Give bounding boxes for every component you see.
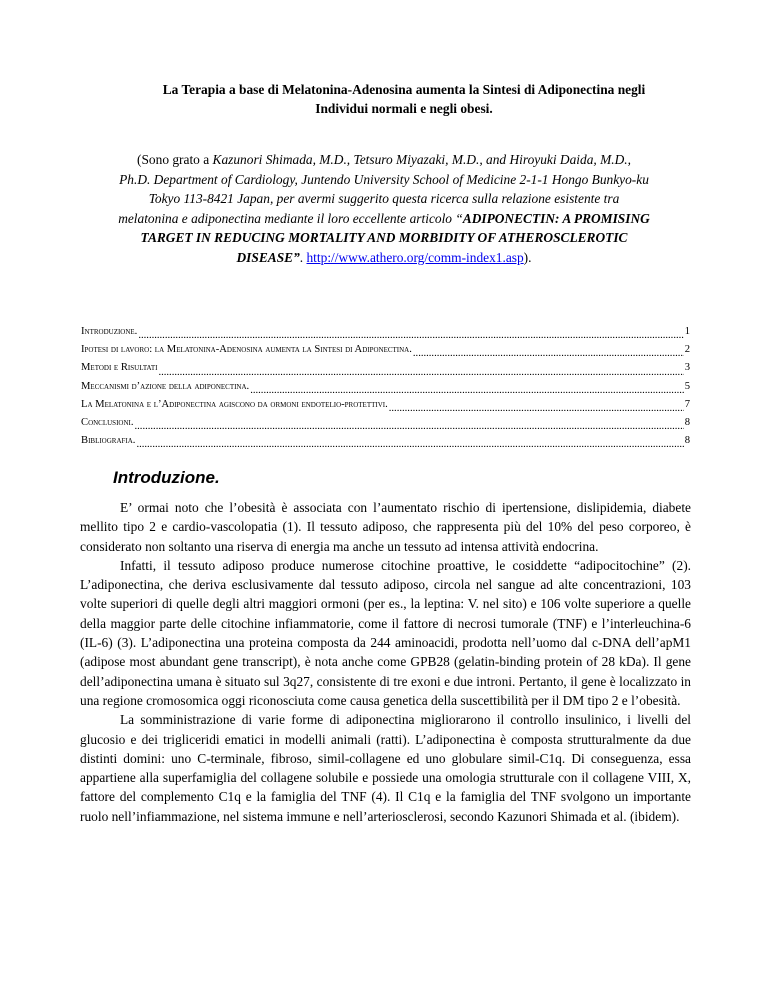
paragraph: E’ ormai noto che l’obesità è associata con l’aumentato rischio di ipertensione, dislipidemia, diabete mellito tipo 2 e cardio-vascolopatia (1). Il tessuto adiposo, che rappresenta più del 10% del peso corporeo, è considerato non soltanto una riserva di energia ma anche un tessuto ad intensa attività endocrina. xyxy=(80,500,691,554)
document-title xyxy=(60,80,748,118)
paragraph: Infatti, il tessuto adiposo produce numerose citochine proattive, le cosiddette “adipocitochine” (2). L’adiponectina, che deriva esclusivamente dal tessuto adiposo, circola nel sangue ad alte concentrazioni, 103 volte superiori di quelle degli altri maggiori ormoni (per es., la leptina: V. nel sito) e 106 volte superiore a quelle della maggior parte delle citochine infiammatorie, come il fattore di necrosi tumorale (TNF) e l’interleuchina-6 (IL-6) (3). L’adiponectina una proteina composta da 244 aminoacidi, prodotta nell’uomo dal c-DNA dell’apM1 (adipose most abundant gene transcript), è nota anche come GPB28 (gelatin-binding protein of 28 kDa). Il gene dell’adiponectina umana è situato sul 3q27, consistente di tre exoni e due introni. Pertanto, il gene è localizzato in una regione cromosomica oggi riconosciuta come causa genetica della suscettibilità per il DM tipo 2 e l’obesità. xyxy=(80,557,691,708)
toc-label: Bibliografia. xyxy=(81,435,136,447)
ack-text: . xyxy=(299,249,307,265)
toc-leader xyxy=(136,436,683,450)
toc-page: 5 xyxy=(684,380,690,392)
ack-row-4 xyxy=(20,209,748,229)
toc-label: Metodi e Risultati xyxy=(81,362,158,374)
toc-leader xyxy=(250,382,684,396)
ack-text: ). xyxy=(523,249,532,265)
toc-entry[interactable] xyxy=(81,378,690,396)
toc-page: 2 xyxy=(684,344,690,356)
toc-page: 8 xyxy=(684,435,690,447)
ack-affiliation: Ph.D. Department of Cardiology, Juntendo University School of Medicine 2-1-1 Hongo Bunkyo-ku xyxy=(119,171,649,187)
table-of-contents xyxy=(81,323,690,450)
toc-leader xyxy=(135,418,684,432)
toc-entry[interactable] xyxy=(81,396,690,414)
toc-page: 1 xyxy=(684,326,690,337)
acknowledgement xyxy=(20,150,748,267)
ack-row-3 xyxy=(20,189,748,209)
toc-page: 3 xyxy=(684,362,690,374)
ack-authors: Kazunori Shimada, M.D., Tetsuro Miyazaki, M.D., and Hiroyuki Daida, M.D., xyxy=(212,152,631,167)
toc-leader xyxy=(158,364,683,378)
ack-affiliation-cont: Tokyo 113-8421 Japan, per avermi suggerito questa ricerca sulla relazione esistente tra xyxy=(148,191,620,206)
toc-page: 7 xyxy=(684,398,690,410)
toc-label: Conclusioni. xyxy=(81,417,134,429)
ack-row-1 xyxy=(20,150,748,170)
toc-label: Introduzione. xyxy=(81,326,138,337)
toc-leader xyxy=(389,400,684,414)
section-heading: Introduzione. xyxy=(113,468,220,487)
ack-text: melatonina e adiponectina mediante il loro eccellente articolo “ xyxy=(118,210,463,226)
ack-row-2 xyxy=(20,170,748,190)
toc-page: 8 xyxy=(684,417,690,429)
toc-label: Ipotesi di lavoro: la Melatonina-Adenosina aumenta la Sintesi di Adiponectina. xyxy=(81,344,412,356)
toc-leader xyxy=(138,327,683,341)
toc-entry[interactable] xyxy=(81,414,690,432)
title-line-2: Individui normali e negli obesi. xyxy=(315,101,493,116)
toc-entry[interactable] xyxy=(81,359,690,377)
athero-link[interactable]: http://www.athero.org/comm-index1.asp xyxy=(306,249,524,265)
toc-entry[interactable] xyxy=(81,323,690,341)
title-line-1: La Terapia a base di Melatonina-Adenosina aumenta la Sintesi di Adiponectina negli xyxy=(162,82,646,97)
article-title: ADIPONECTIN: A PROMISING xyxy=(462,210,650,226)
toc-entry[interactable] xyxy=(81,341,690,359)
paragraph: La somministrazione di varie forme di adiponectina migliorarono il controllo insulinico, i livelli del glucosio e dei trigliceridi ematici in modelli animali (ratti). L’adiponectina è composta strutturalmente da due distinti domini: uno C-terminale, fibroso, simil-collagene ed uno globulare simil-C1q. Di conseguenza, essa appartiene alla superfamiglia del collagene solubile e possiede una omologia strutturale con il collagene VIII, X, fattore del complemento C1q e la famiglia del TNF (4). Il C1q e la famiglia del TNF svolgono un importante ruolo nell’infiammazione, nel sistema immune e nell’arteriosclerosi, secondo Kazunori Shimada et al. (ibidem). xyxy=(80,712,691,824)
toc-label: Meccanismi d’azione della adiponectina. xyxy=(81,380,250,392)
body-text xyxy=(80,498,691,826)
toc-leader xyxy=(413,345,684,359)
ack-row-6 xyxy=(20,248,748,268)
ack-text: (Sono grato a xyxy=(137,152,213,167)
ack-row-5: TARGET IN REDUCING MORTALITY AND MORBIDITY OF ATHEROSCLEROTIC xyxy=(140,230,628,245)
toc-entry[interactable] xyxy=(81,432,690,450)
article-title-end: DISEASE” xyxy=(236,249,300,265)
toc-label: La Melatonina e l’Adiponectina agiscono da ormoni endotelio-protettivi. xyxy=(81,398,388,410)
